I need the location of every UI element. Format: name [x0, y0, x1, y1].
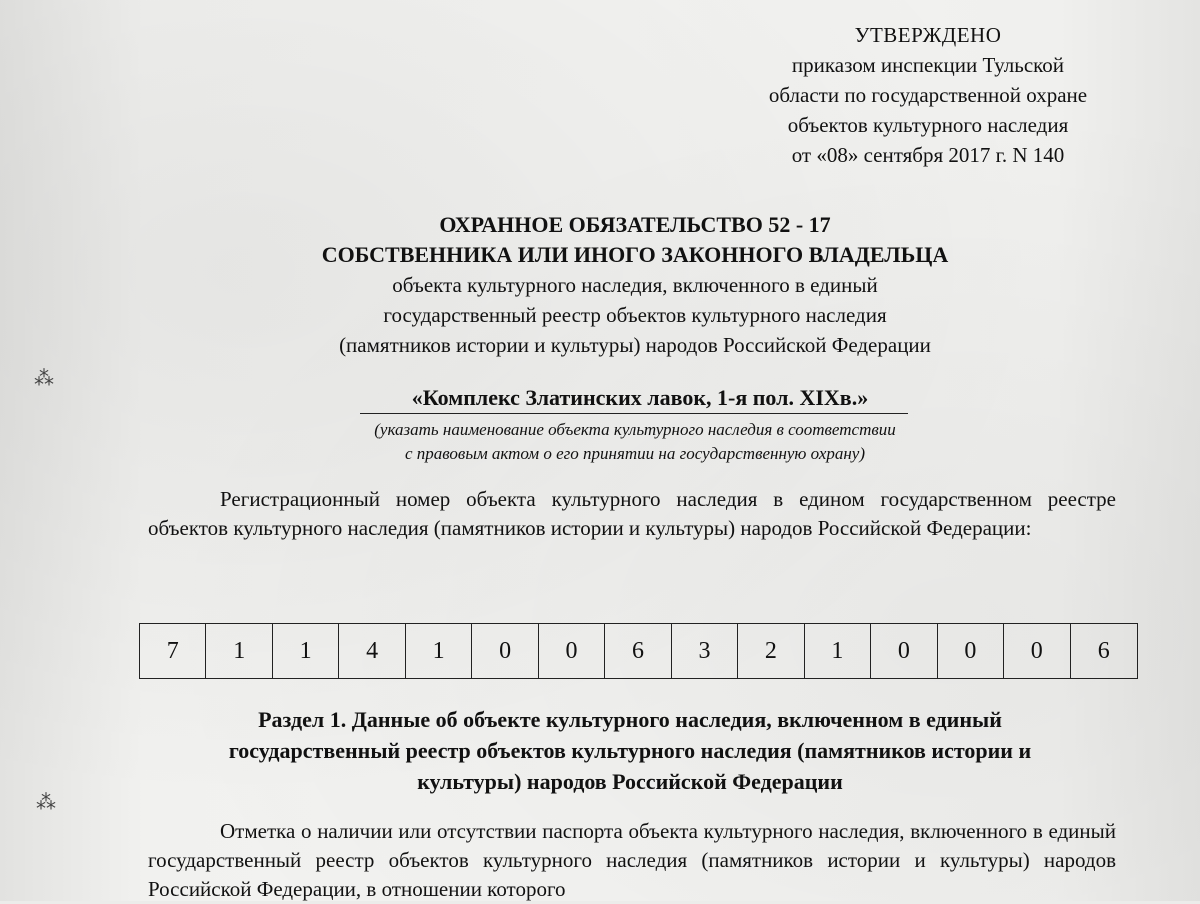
punch-hole-icon: ⁂	[34, 366, 54, 390]
registration-digit: 2	[738, 624, 804, 678]
passport-paragraph: Отметка о наличии или отсутствии паспорта объекта культурного наследия, включенного в единый государственный реестр объектов культурного наследия (памятников истории и культуры) народов Российской Федерации, в отношении которого	[148, 819, 1116, 901]
heading-line: государственный реестр объектов культурного наследия	[383, 303, 887, 327]
section-title-line: культуры) народов Российской Федерации	[417, 769, 843, 794]
object-hint-line: с правовым актом о его принятии на государственную охрану)	[404, 444, 866, 463]
approval-line: объектов культурного наследия	[787, 113, 1069, 137]
document-heading	[230, 210, 1040, 360]
approval-title: УТВЕРЖДЕНО	[854, 23, 1002, 47]
heading-subtitle: СОБСТВЕННИКА ИЛИ ИНОГО ЗАКОННОГО ВЛАДЕЛЬЦА	[321, 242, 949, 267]
registration-digit: 1	[206, 624, 272, 678]
heading-title: ОХРАННОЕ ОБЯЗАТЕЛЬСТВО 52 - 17	[439, 212, 831, 237]
object-name: «Комплекс Златинских лавок, 1-я пол. XIXв.»	[411, 385, 869, 410]
heading-line: (памятников истории и культуры) народов Российской Федерации	[339, 333, 931, 357]
registration-digit: 0	[539, 624, 605, 678]
approval-date: от «08» сентября 2017 г. N 140	[791, 143, 1065, 167]
object-name-hint	[290, 418, 980, 466]
registration-digit: 1	[805, 624, 871, 678]
registration-digit: 7	[140, 624, 206, 678]
registration-digit: 1	[406, 624, 472, 678]
object-hint-line: (указать наименование объекта культурного наследия в соответствии	[374, 420, 896, 439]
object-name-underline	[360, 413, 908, 414]
section-title-line: государственный реестр объектов культурного наследия (памятников истории и	[228, 738, 1032, 763]
registration-digit: 0	[1004, 624, 1070, 678]
punch-hole-icon: ⁂	[36, 790, 56, 814]
registration-digit: 6	[605, 624, 671, 678]
registration-digit: 0	[472, 624, 538, 678]
registration-digit: 4	[339, 624, 405, 678]
registration-number-grid	[139, 623, 1138, 679]
approval-line: приказом инспекции Тульской	[791, 53, 1065, 77]
registration-digit: 0	[938, 624, 1004, 678]
registration-digit: 3	[672, 624, 738, 678]
section-title-line: Раздел 1. Данные об объекте культурного наследия, включенном в единый	[258, 707, 1002, 732]
registration-digit: 1	[273, 624, 339, 678]
section-1-title	[150, 704, 1110, 797]
heading-line: объекта культурного наследия, включенного в единый	[392, 273, 878, 297]
approval-block	[718, 20, 1138, 170]
registration-paragraph: Регистрационный номер объекта культурного наследия в едином государственном реестре объектов культурного наследия (памятников истории и культуры) народов Российской Федерации:	[148, 487, 1116, 540]
registration-digit: 6	[1097, 637, 1110, 664]
registration-digit: 0	[871, 624, 937, 678]
approval-line: области по государственной охране	[768, 83, 1088, 107]
